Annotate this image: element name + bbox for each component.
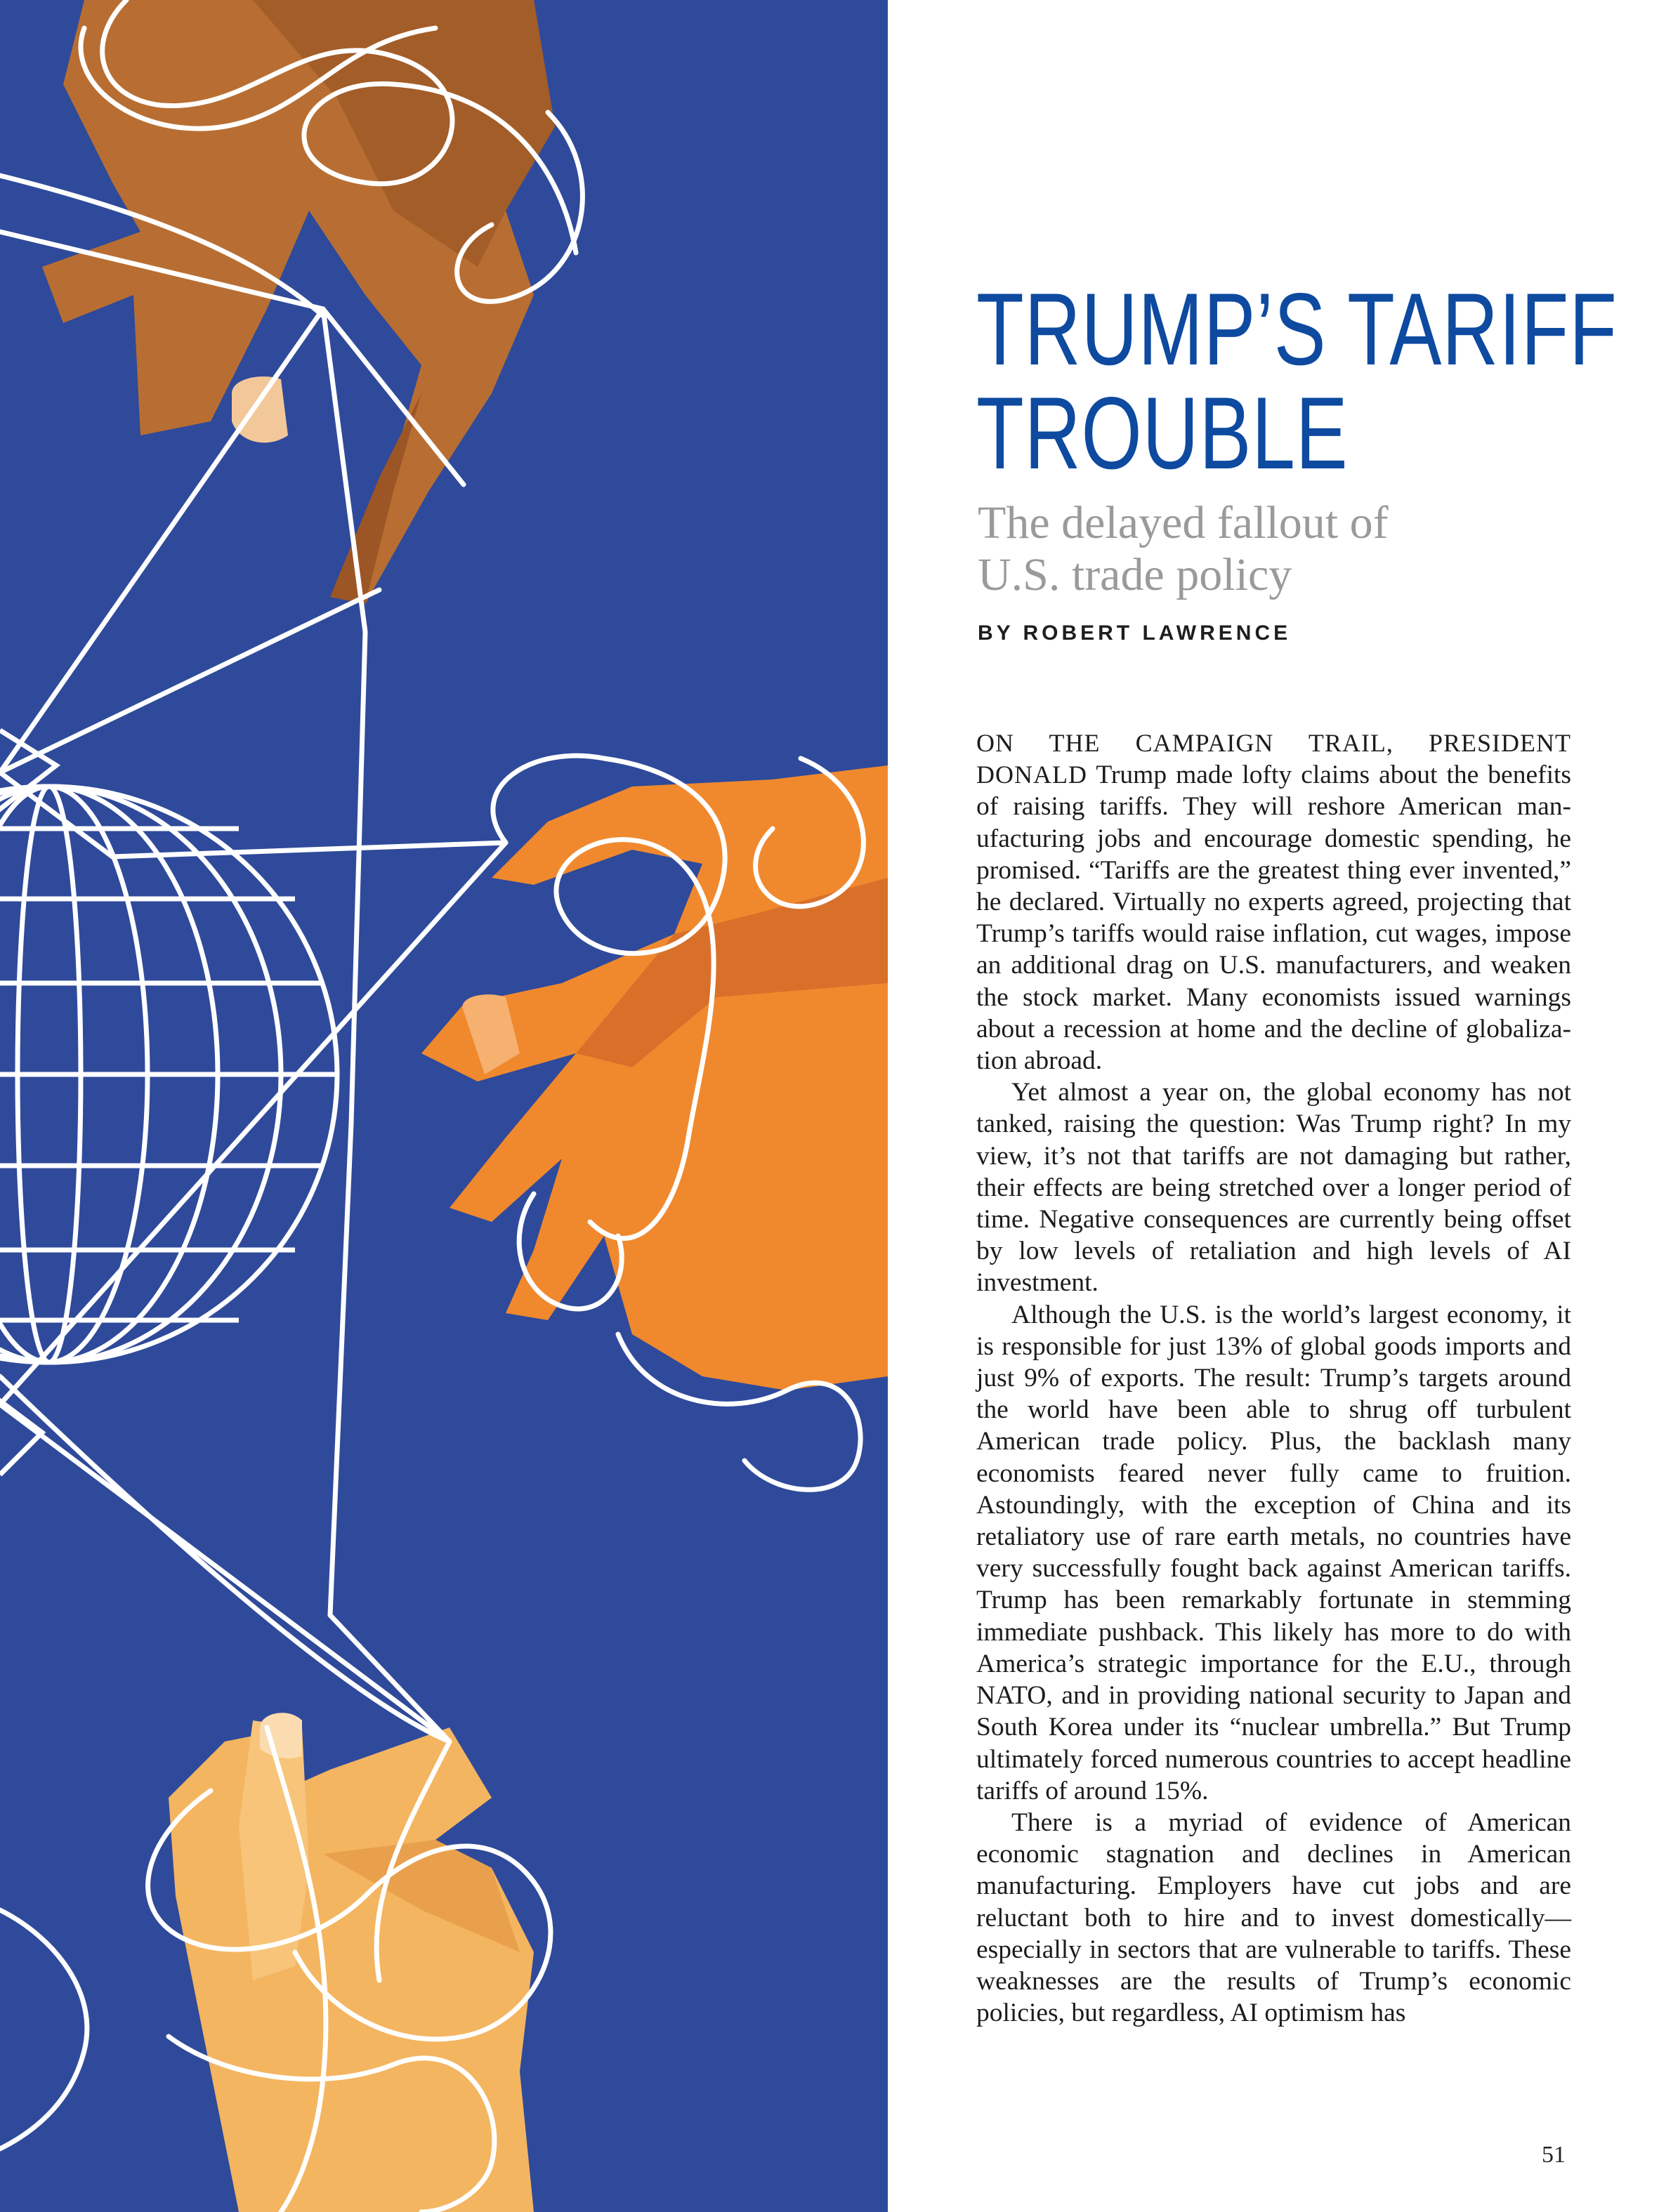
- byline: BY ROBERT LAWRENCE: [978, 621, 1292, 645]
- paragraph-4: There is a myriad of evidence of American economic stagnation and declines in American manufacturing. Employers have cut jobs and are reluctant both to hire and to invest domestically— especially in sectors that are vulnerable to tariffs. These weaknesses are the results of Trump’s economic policies, but regardless, AI optimism has: [976, 1808, 1571, 2028]
- article-subtitle: [978, 497, 1610, 601]
- paragraph-3: Although the U.S. is the world’s largest economy, it is responsible for just 13% of global goods imports and just 9% of exports. The result: Trump’s targets around the world have been able to shrug off turbulent American trade policy. Plus, the backlash many economists feared never fully came to fruition. Astoundingly, with the exception of China and its retaliatory use of rare earth metals, no countries have very successfully fought back against American tariffs. Trump has been remarkably fortunate in stemming immediate pushback. This likely has more to do with America’s strategic importance for the E.U., through NATO, and in providing national security to Japan and South Korea under its “nuclear umbrella.” But Trump ultimately forced numerous countries to accept headline tariffs of around 15%.: [976, 1300, 1571, 1805]
- lead-in: ON THE CAMPAIGN TRAIL, PRESIDENT DONALD: [976, 729, 1571, 789]
- article-title: [976, 272, 1618, 490]
- paragraph-1-text: Trump made lofty claims about the benefits of raising tariffs. They will reshore American manufacturing jobs and encourage domestic spending, he promised. “Tariffs are the greatest thing ever invented,” he declared. Virtually no experts agreed, projecting that Trump’s tariffs would raise inflation, cut wages, impose an additional drag on U.S. manufacturers, and weaken the stock market. Many economists issued warnings about a recession at home and the decline of globalization abroad.: [976, 761, 1572, 1076]
- paragraph-2: Yet almost a year on, the global economy has not tanked, raising the question: Was Trump right? In my view, it’s not that tariffs are not damaging but rather, their effects are being stretched over a longer period of time. Negative consequences are currently being offset by low levels of retaliation and high levels of AI investment.: [976, 1078, 1571, 1298]
- subtitle-line-2: U.S. trade policy: [978, 549, 1292, 600]
- title-line-2: TROUBLE: [976, 376, 1349, 490]
- page-number: 51: [1542, 2142, 1566, 2168]
- article-body: [976, 728, 1571, 2029]
- title-line-1: TRUMP’S TARIFF: [976, 272, 1618, 386]
- subtitle-line-1: The delayed fallout of: [978, 497, 1389, 548]
- paragraph-1: [976, 728, 1571, 1077]
